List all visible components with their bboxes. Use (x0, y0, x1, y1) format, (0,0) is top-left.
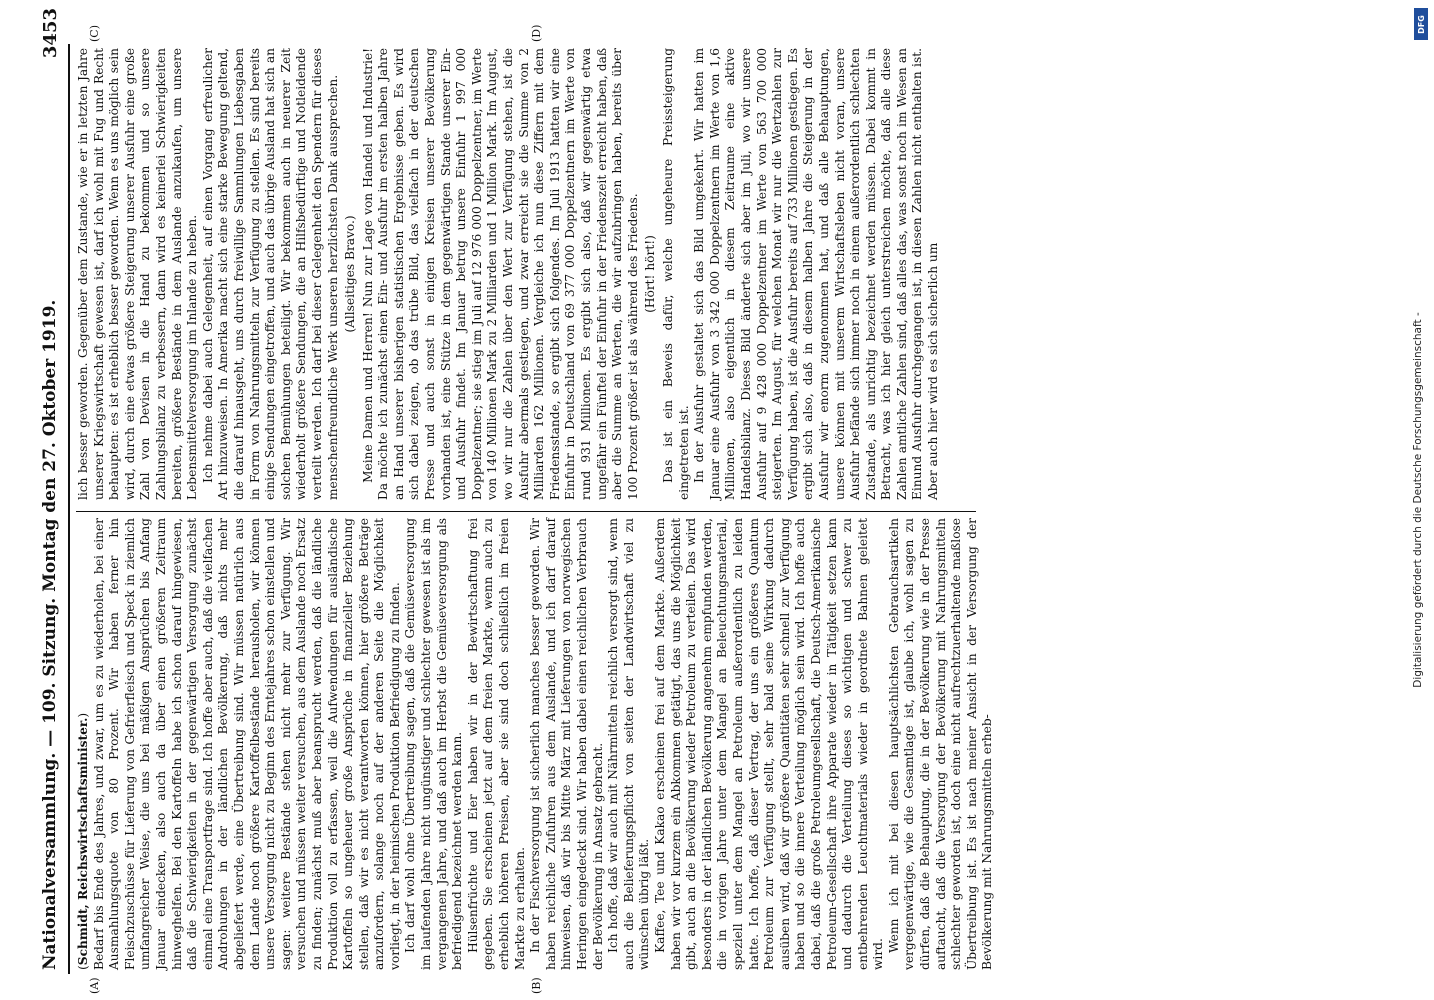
page-number: 3453 (40, 8, 61, 59)
left-text-column (76, 518, 995, 970)
paragraph: Wenn ich mit bei diesen hauptsächlichsten Gebrauchsartikeln vergegenwärtige, wie die Gesamtlage ist, glaube ich, wohl sagen zu dürfen, daß die Behauptung, die in der Bevölkerung wie in der Presse auftaucht, daß die Versorgung der Bevölkerung mit Nahrungsmitteln schlechter geworden ist, doch eine nicht aufrechtzuerhaltende maßlose Übertreibung ist. Es ist nach meiner Ansicht in der Versorgung der Bevölkerung mit Nahrungsmitteln erheb- (886, 518, 995, 970)
margin-marker-c: (C) (88, 25, 101, 42)
interjection-note: (Hört! hört!) (643, 235, 658, 313)
paragraph: Hülsenfrüchte und Eier haben wir in der Bewirtschaftung frei gegeben. Sie erscheinen jetzt auf dem freien Markte, wenn auch zu erheblich höheren Preisen, aber sie sind doch schließlich im freien Markte zu erhalten. (465, 518, 527, 970)
digitization-credit: Digitalisierung gefördert durch die Deutsche Forschungsgemeinschaft - (1412, 312, 1424, 688)
margin-marker-d: (D) (530, 24, 543, 42)
paragraph: lich besser geworden. Gegenüber dem Zustande, wie er in letzten Jahre unserer Kriegswirtschaft gewesen ist, darf ich wohl mit Fug und Recht behaupten: es ist erheblich besser geworden. Wenn es uns möglich sein wird, durch eine etwas größere Steigerung unserer Ausfuhr eine große Zahl von Devisen in die Hand zu bekommen und so unsere Zahlungsbilanz zu verbessern, dann wird es keinerlei Schwierigkeiten bereiten, größere Bestände in dem Auslande anzukaufen, um unsere Lebensmittelversorgung im Inlande zu heben. (76, 48, 200, 500)
paragraph: Ich nehme dabei auch Gelegenheit, auf einen Vorgang erfreulicher Art hinzuweisen. In Amerika macht sich eine starke Bewegung geltend, die darauf hinausgeht, uns durch freiwillige Sammlungen Liebesgaben in Form von Nahrungsmitteln zur Verfügung zu stellen. Es sind bereits einige Sendungen eingetroffen, und auch das übrige Ausland hat sich an solchen Bemühungen beteiligt. Wir bekommen auch in neuerer Zeit wiederholt größere Sendungen, die an Hilfsbedürftige und Notleidende verteilt werden. Ich darf bei dieser Gelegenheit den Spendern für dieses menschenfreundliche Werk unseren herzlichsten Dank aussprechen. (200, 48, 340, 500)
dfg-logo: DFG (1414, 8, 1428, 40)
speaker-name: Schmidt, Reichswirtschaftsminister. (76, 717, 90, 966)
paragraph: In der Ausfuhr gestaltet sich das Bild umgekehrt. Wir hatten im Januar eine Ausfuhr von 3 342 000 Doppelzentnern im Werte von 1,6 Millionen, also eigentlich in diesem Zeitraume eine aktive Handelsbilanz. Dieses Bild änderte sich aber im Juli, wo wir unsere Ausfuhr auf 9 428 000 Doppelzentner im Werte von 563 700 000 steigerten. Im August, für welchen Monat wir nur die Wertzahlen zur Verfügung haben, ist die Ausfuhr bereits auf 733 Millionen gestiegen. Es ergibt sich also, daß in diesem halben Jahre die Steigerung in der Ausfuhr wir enorm zugenommen hat, und daß alle Behauptungen, unsere können mit unserem Wirtschaftsleben nicht voran, unsere Ausfuhr befände sich immer noch in einem außerordentlich schlechten Zustande, als unrichtig bezeichnet werden müssen. Dabei kommt in Betracht, was ich hier gleich unterstreichen möchte, daß alle diese Zahlen amtliche Zahlen sind, daß alles das, was sonst noch im Wesen an Einund Ausfuhr durchgegangen ist, in diesen Zahlen nicht enthalten ist. Aber auch hier wird es sich sicherlich um (692, 48, 941, 500)
paragraph: Meine Damen und Herren! Nun zur Lage von Handel und Industrie! Da möchte ich zunächst einen Ein- und Ausfuhr im ersten halben Jahre an Hand unserer bisherigen statistischen Ergebnisse geben. Es wird sich dabei zeigen, ob das trübe Bild, das vielfach in der deutschen Presse und auch sonst in einigen Kreisen unserer Bevölkerung vorhanden ist, eine Stütze in dem gegenwärtigen Stande unserer Ein- und Ausfuhr findet. Im Januar betrug unsere Einfuhr 1 997 000 Doppelzentner; sie stieg im Juli auf 12 976 000 Doppelzentner, im Werte von 140 Millionen Mark zu 2 Milliarden und 1 Million Mark. Im August, wo wir nur die Zahlen über den Wert zur Verfügung stehen, ist die Ausfuhr abermals gestiegen, und zwar erreicht sie die Summe von 2 Milliarden 162 Millionen. Vergleiche ich nun diese Ziffern mit dem Friedensstande, so ergibt sich folgendes. Im Juli 1913 hatten wir eine Einfuhr in Deutschland von 69 377 000 Doppelzentnern im Werte von rund 931 Millionen. Es ergibt sich also, daß wir gegenwärtig etwa ungefähr ein Fünftel der Einfuhr in der Friedenszeit erreicht haben, daß aber die Summe an Werten, die wir aufzubringen haben, bereits über 100 Prozent größer ist als während des Friedens. (360, 48, 640, 500)
column-divider (76, 511, 976, 512)
speaker-line: (Schmidt, Reichswirtschaftsminister.) (76, 712, 90, 970)
paragraph: In der Fischversorgung ist sicherlich manches besser geworden. Wir haben reichliche Zufuhren aus dem Auslande, und ich darf darauf hinweisen, daß wir bis Mitte März mit Lieferungen von norwegischen Heringen eingedeckt sind. Wir haben dabei einen reichlichen Verbrauch der Bevölkerung in Ansatz gebracht. (528, 518, 605, 970)
margin-marker-b: (B) (530, 977, 543, 994)
paragraph: Bedarf bis Ende des Jahres, und zwar, um es zu wiederholen, bei einer Ausmahlungsquote von 80 Prozent. Wir haben ferner hin Fleischzuschüsse für Lieferung von Gefrierfleisch und Speck in ziemlich umfangreicher Weise, die uns bei mäßigen Ansprüchen bis Anfang Januar eindecken, also auch da über einen größeren Zeitraum hinweghelfen. Bei den Kartoffeln habe ich schon darauf hingewiesen, daß die Schwierigkeiten in der gegenwärtigen Versorgung zunächst einmal eine Transportfrage sind. Ich hoffe aber auch, daß die vielfachen Androhungen in der ländlichen Bevölkerung, daß nichts mehr abgeliefert werde, eine Übertreibung sind. Wir müssen natürlich aus dem Lande noch größere Kartoffelbestände herausholen, wir können unsere Versorgung nicht zu Beginn des Erntejahres schon einstellen und sagen: weitere Bestände stehen nicht mehr zur Verfügung. Wir versuchen und müssen weiter versuchen, aus dem Auslande noch Ersatz zu finden; zunächst muß aber beansprucht werden, daß die ländliche Produktion voll zu erfassen, weil die Aufwendungen für ausländische Kartoffeln so ungeheuer große Ansprüche in finanzieller Beziehung stellen, daß wir es nicht verantworten können, hier größere Beträge anzufordern, solange noch auf der anderen Seite die Möglichkeit vorliegt, in der heimischen Produktion Befriedigung zu finden. (91, 518, 402, 970)
applause-note: (Allseitiges Bravo.) (343, 215, 358, 333)
paragraph: Das ist ein Beweis dafür, welche ungeheure Preissteigerung eingetreten ist. (660, 48, 691, 500)
margin-marker-a: (A) (88, 977, 101, 994)
rotated-document-page (0, 8, 1420, 1000)
paragraph: Kaffee, Tee und Kakao erscheinen frei auf dem Markte. Außerdem haben wir vor kurzem ein Abkommen getätigt, das uns die Möglichkeit gibt, auch an die Bevölkerung wieder Petroleum zu verteilen. Das wird besonders in der ländlichen Bevölkerung angenehm empfunden werden, die in vorigen Jahre unter dem Mangel an Beleuchtungsmaterial, speziell unter dem Mangel an Petroleum außerordentlich zu leiden hatte. Ich hoffe, daß dieser Vertrag, der uns ein größeres Quantum Petroleum zur Verfügung stellt, sehr bald seine Wirkung dadurch ausüben wird, daß wir größere Quantitäten sehr schnell zur Verfügung haben und so die innere Verteilung möglich sein wird. Ich hoffe auch dabei, daß die große Petroleumgesellschaft, die Deutsch-Amerikanische Petroleum-Gesellschaft ihre Apparate wieder in Tätigkeit setzen kann und dadurch die Verteilung dieses so wichtigen und schwer zu entbehrenden Leuchtmaterials wieder in geordnete Bahnen geleitet wird. (652, 518, 886, 970)
page-header (36, 8, 64, 974)
paragraph: Ich hoffe, daß wir auch mit Nährmitteln reichlich versorgt sind, wenn auch die Belieferungspflicht von seiten der Landwirtschaft viel zu wünschen übrig läßt. (606, 518, 652, 970)
paragraph: Ich darf wohl ohne Übertreibung sagen, daß die Gemüseversorgung im laufenden Jahre nicht ungünstiger und schlechter gewesen ist als im vergangenen Jahre, und daß auch im Herbst die Gemüseversorgung als befriedigend bezeichnet werden kann. (403, 518, 465, 970)
right-text-column (76, 48, 976, 500)
page-header-title: Nationalversammlung. — 109. Sitzung. Montag den 27. Oktober 1919. (40, 299, 60, 970)
header-rule (68, 44, 70, 974)
